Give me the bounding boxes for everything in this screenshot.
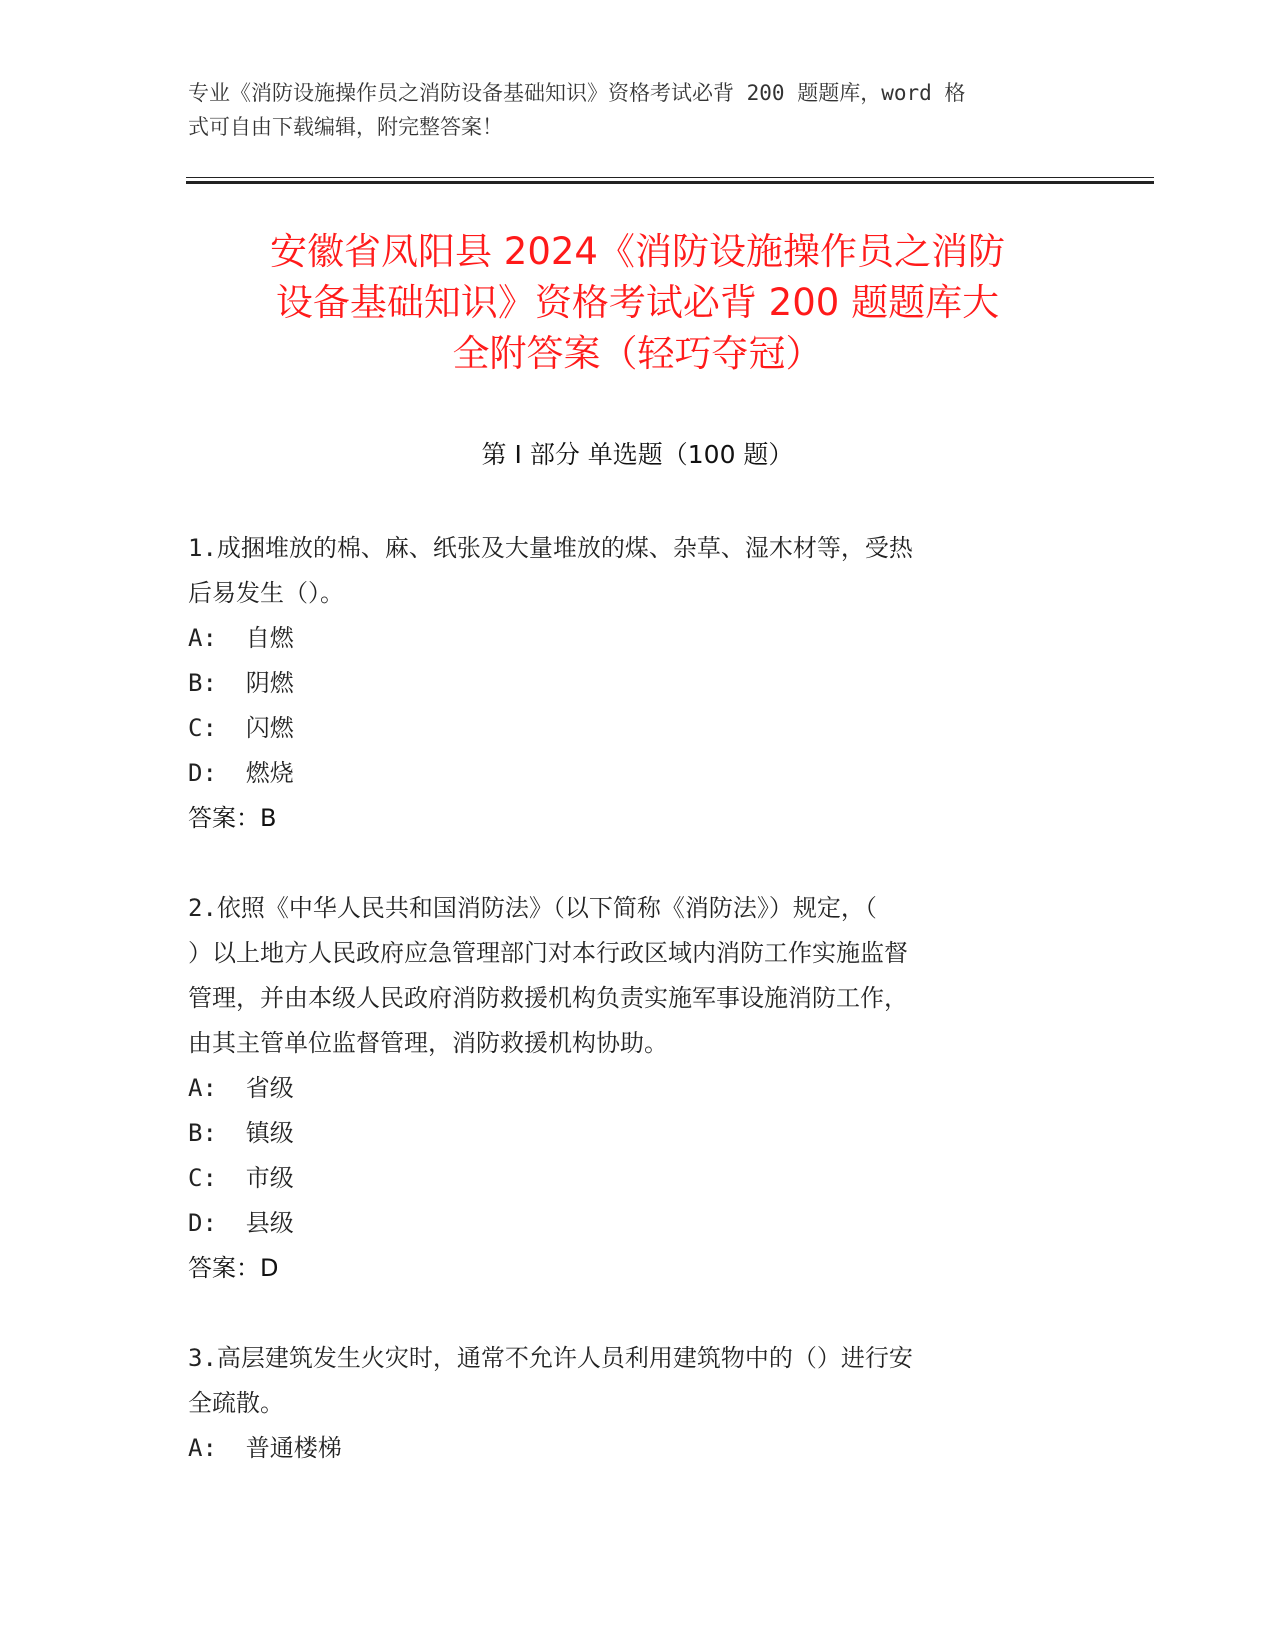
option-c: C: 市级 [188,1164,294,1192]
question-3 [188,1336,1068,1471]
option-d: D: 县级 [188,1209,294,1237]
header-divider-thin [186,177,1154,178]
question-text-line: 全疏散。 [188,1389,284,1417]
question-text-line: 2.依照《中华人民共和国消防法》（以下简称《消防法》）规定，（ [188,894,877,922]
option-b: B: 阴燃 [188,669,294,697]
option-b: B: 镇级 [188,1119,294,1147]
option-d: D: 燃烧 [188,759,294,787]
question-text-line: 管理，并由本级人民政府消防救援机构负责实施军事设施消防工作， [188,984,908,1012]
question-text-line: 1.成捆堆放的棉、麻、纸张及大量堆放的煤、杂草、湿木材等，受热 [188,534,913,562]
header-note [188,76,1068,144]
answer-line: 答案：B [188,804,277,832]
question-list [188,526,1068,1516]
document-title-line: 安徽省凤阳县 2024《消防设施操作员之消防 [270,230,1005,273]
question-text-line: 3.高层建筑发生火灾时，通常不允许人员利用建筑物中的（）进行安 [188,1344,913,1372]
header-note-line: 式可自由下载编辑，附完整答案！ [188,115,503,139]
question-text-line: 由其主管单位监督管理，消防救援机构协助。 [188,1029,668,1057]
document-title [150,226,1125,379]
question-text-line: 后易发生（）。 [188,579,344,607]
section-title: 第 I 部分 单选题（100 题） [481,440,794,469]
option-a: A: 省级 [188,1074,294,1102]
document-title-line: 全附答案（轻巧夺冠） [452,332,823,375]
document-title-line: 设备基础知识》资格考试必背 200 题题库大 [275,281,1000,324]
option-a: A: 自燃 [188,624,294,652]
option-a: A: 普通楼梯 [188,1434,342,1462]
option-c: C: 闪燃 [188,714,294,742]
header-note-line: 专业《消防设施操作员之消防设备基础知识》资格考试必背 200 题题库，word 格 [188,81,966,105]
question-2 [188,886,1068,1291]
header-divider-thick [186,181,1154,184]
question-text-line: ）以上地方人民政府应急管理部门对本行政区域内消防工作实施监督 [188,939,908,967]
question-1 [188,526,1068,841]
answer-line: 答案：D [188,1254,279,1282]
